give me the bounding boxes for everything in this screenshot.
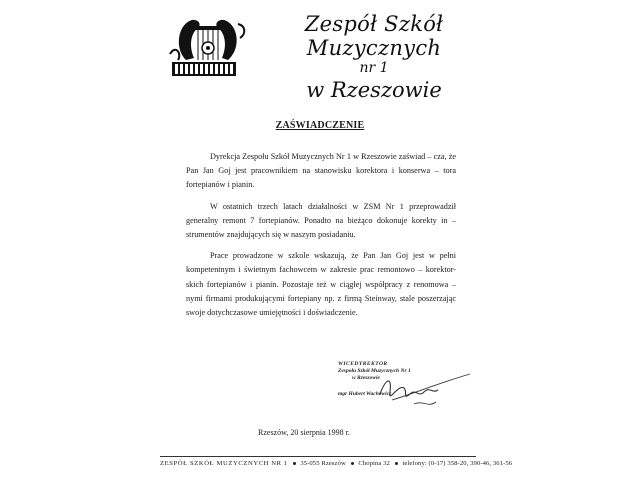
lyre-logo-icon <box>168 14 246 84</box>
footer-school-name: ZESPÓŁ SZKÓŁ MUZYCZNYCH NR 1 <box>160 460 288 467</box>
handwritten-signature <box>352 364 472 412</box>
body-paragraph: Prace prowadzone w szkole wskazują, że Pan Jan Goj jest w pełni kompetentnym i świetnym fachowcem w zakresie prac remontowo – korektor- skich fortepianów i pianin. Pozostaje też w ciągłej współpracy z renomowa – nymi firmami produkującymi fortepiany np. z firmą Steinway, stale poszerzając swoje dotychczasowe umiejętności i doświadczenie. <box>186 251 456 318</box>
certificate-body <box>186 150 456 320</box>
stamp-line: mgr Hubert Wachowicz <box>338 391 392 397</box>
org-name-line1: Zespół Szkół Muzycznych <box>304 12 444 60</box>
footer-street: Chopina 32 <box>358 460 390 467</box>
organization-name <box>254 12 494 102</box>
bullet-icon <box>351 462 354 465</box>
stamp-line: WICEDYREKTOR <box>338 361 388 367</box>
footer-postal: 35-055 Rzeszów <box>300 460 346 467</box>
org-name-line2: nr 1 <box>359 60 389 76</box>
document-title: ZAŚWIADCZENIE <box>275 120 365 131</box>
stamp-line: Zespołu Szkół Muzycznych Nr 1 <box>338 368 411 374</box>
footer-divider <box>160 456 476 457</box>
bullet-icon <box>395 462 398 465</box>
body-paragraph: Dyrekcja Zespołu Szkół Muzycznych Nr 1 w Rzeszowie zaświad – cza, że Pan Jan Goj jest pracownikiem na stanowisku korektora i konserwa – tora fortepianów i pianin. <box>186 152 456 190</box>
footer-address <box>160 460 513 467</box>
bullet-icon <box>293 462 296 465</box>
footer-phones: telefony: (0-17) 358-20, 390-46, 361-56 <box>402 460 513 467</box>
issue-date: Rzeszów, 20 sierpnia 1998 r. <box>258 428 350 437</box>
stamp-line: w Rzeszowie <box>352 375 380 381</box>
body-paragraph: W ostatnich trzech latach działalności w ZSM Nr 1 przeprowadził generalny remont 7 fortepianów. Ponadto na bieżąco dokonuje korekty in – strumentów znajdujących się w naszym posiadaniu. <box>186 201 456 240</box>
org-name-line3: w Rzeszowie <box>306 78 442 102</box>
